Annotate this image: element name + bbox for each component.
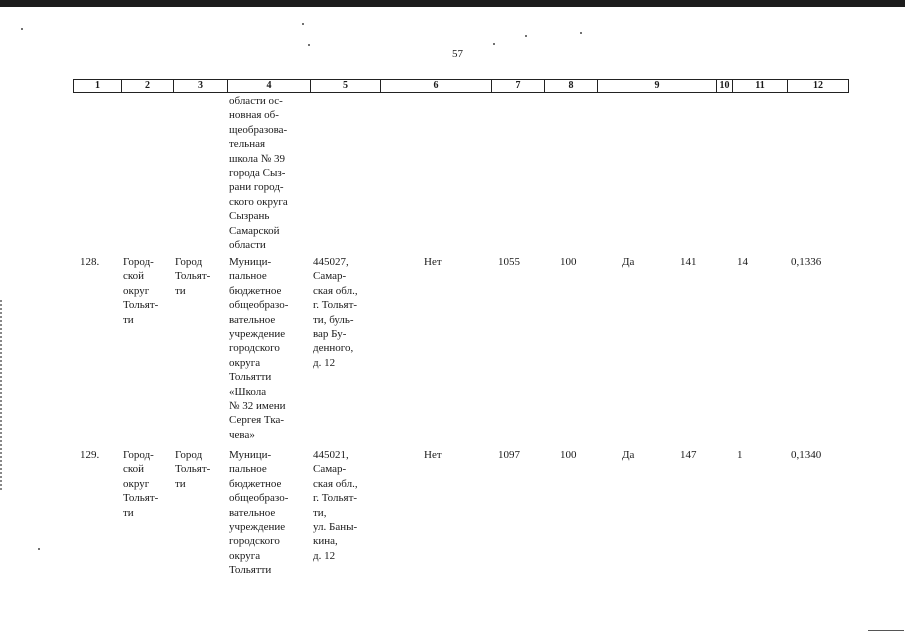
scan-speck bbox=[493, 43, 495, 45]
page-number: 57 bbox=[452, 48, 463, 60]
column-number-header bbox=[73, 79, 848, 93]
municipality-cell: Город- ской округ Тольят- ти bbox=[123, 449, 159, 519]
col6-cell: Нет bbox=[424, 256, 442, 268]
header-col-3: 3 bbox=[173, 79, 228, 93]
col8-cell: 100 bbox=[560, 256, 577, 268]
scan-speck bbox=[525, 35, 527, 37]
scan-speck bbox=[21, 28, 23, 30]
municipality-cell: Город- ской округ Тольят- ти bbox=[123, 256, 159, 326]
header-col-9: 9 bbox=[597, 79, 717, 93]
settlement-cell: Город Тольят- ти bbox=[175, 449, 211, 490]
header-col-5: 5 bbox=[310, 79, 381, 93]
header-col-6: 6 bbox=[380, 79, 492, 93]
col7-cell: 1097 bbox=[498, 449, 520, 461]
scan-speck bbox=[38, 548, 40, 550]
col8-cell: 100 bbox=[560, 449, 577, 461]
header-col-7: 7 bbox=[491, 79, 545, 93]
row-number: 129. bbox=[80, 449, 100, 461]
header-col-2: 2 bbox=[121, 79, 174, 93]
institution-name-cell: Муници- пальное бюджетное общеобразо- вательное учреждение городского округа Тольятти bbox=[229, 449, 289, 577]
row-number: 128. bbox=[80, 256, 100, 268]
address-cell: 445021, Самар- ская обл., г. Тольят- ти, ул. Баны- кина, д. 12 bbox=[313, 449, 358, 562]
header-col-10: 10 bbox=[716, 79, 733, 93]
header-col-1: 1 bbox=[73, 79, 122, 93]
scan-bottom-rule bbox=[868, 630, 904, 631]
col12-cell: 0,1336 bbox=[791, 256, 822, 268]
scan-margin-marks bbox=[0, 300, 4, 490]
header-col-8: 8 bbox=[544, 79, 598, 93]
col6-cell: Нет bbox=[424, 449, 442, 461]
institution-name-cell: Муници- пальное бюджетное общеобразо- вательное учреждение городского округа Тольятти «Школа № 32 имени Сергея Тка- чева» bbox=[229, 256, 289, 441]
col9-cell: Да bbox=[622, 256, 635, 268]
scan-top-border bbox=[0, 0, 905, 7]
col11-cell: 14 bbox=[737, 256, 748, 268]
col10-cell: 147 bbox=[680, 449, 697, 461]
col11-cell: 1 bbox=[737, 449, 743, 461]
header-col-11: 11 bbox=[732, 79, 788, 93]
col10-cell: 141 bbox=[680, 256, 697, 268]
col7-cell: 1055 bbox=[498, 256, 520, 268]
header-col-4: 4 bbox=[227, 79, 311, 93]
col9-cell: Да bbox=[622, 449, 635, 461]
settlement-cell: Город Тольят- ти bbox=[175, 256, 211, 297]
scan-speck bbox=[580, 32, 582, 34]
address-cell: 445027, Самар- ская обл., г. Тольят- ти, буль- вар Бу- денного, д. 12 bbox=[313, 256, 358, 369]
continuation-text: области ос- новная об- щеобразова- тельная школа № 39 города Сыз- рани город- ского округа Сызрань Самарской области bbox=[229, 95, 288, 252]
col12-cell: 0,1340 bbox=[791, 449, 822, 461]
scan-speck bbox=[302, 23, 304, 25]
header-col-12: 12 bbox=[787, 79, 849, 93]
scan-speck bbox=[308, 44, 310, 46]
